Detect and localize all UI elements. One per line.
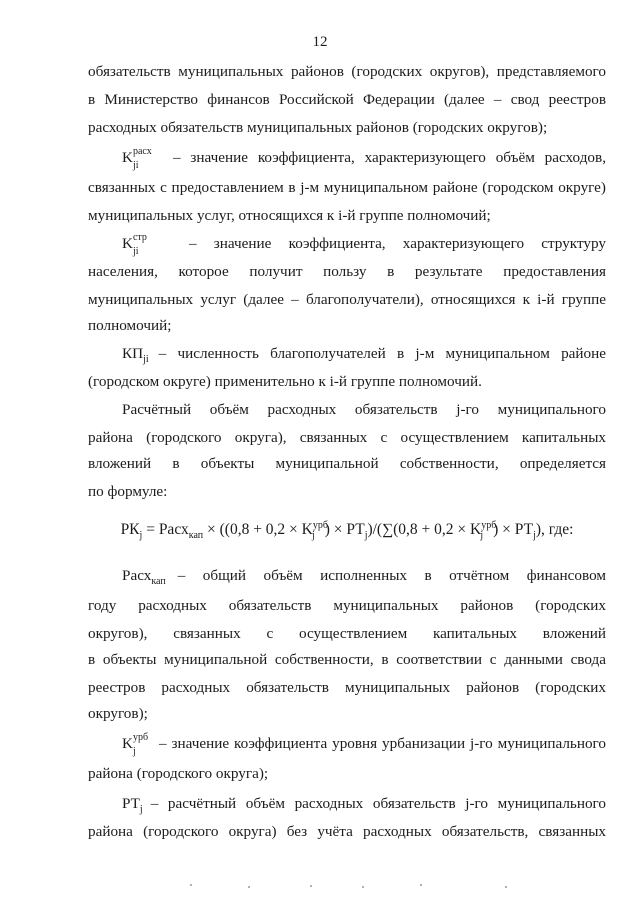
text-line: по формуле: [88, 483, 168, 500]
definition-kp [122, 344, 606, 364]
text-line: обязательств муниципальных районов (городских округов), представляемого [88, 63, 606, 80]
definition-k-rasx [122, 146, 606, 171]
text-line: района (городского округа); [88, 765, 269, 782]
text-line: (городском округе) применительно к i-й группе полномочий. [88, 373, 482, 390]
text-line: муниципальных услуг, относящихся к i-й группе полномочий; [88, 207, 491, 224]
symbol-k-rasx: K расх ji [122, 146, 152, 171]
text-line: связанных с предоставлением в j-м муниципальном районе (городском округе) [88, 179, 606, 196]
text-line: в Министерство финансов Российской Федерации (далее – свод реестров [88, 91, 606, 108]
text-line: округов); [88, 705, 148, 722]
text-line: полномочий; [88, 317, 172, 334]
symbol-k-str: K стр ji [122, 232, 147, 257]
text-line: году расходных обязательств муниципальных районов (городских [88, 597, 606, 614]
scan-speck [310, 885, 312, 887]
text-line: – значение коэффициента, характеризующего объём расходов, [172, 149, 606, 166]
text-line: в объекты муниципальной собственности, в соответствии с данными свода [88, 651, 606, 668]
scan-speck [505, 886, 507, 888]
definition-rasx-kap [122, 566, 606, 586]
symbol-k-urb: K урб j [122, 732, 149, 757]
symbol-pt: $РТ_j$ [122, 795, 143, 816]
definition-k-str [122, 232, 606, 257]
text-line: муниципальных услуг (далее – благополучатели), относящихся к i-й группе [88, 291, 606, 308]
text-line: населения, которое получит пользу в результате предоставления [88, 263, 606, 280]
page-number: 12 [312, 34, 328, 50]
text-line: – общий объём исполненных в отчётном финансовом [177, 567, 606, 584]
scan-speck [362, 886, 364, 888]
formula: $РК_j$ = Расх$_{кап}$ × (($0,8 + 0,2 \times K^{урб}_j$ ) × $РТ_j)/(\sum(0,8 + 0,2 \times K^{урб}_j$ ) × $РТ_j$), где: [120, 519, 574, 542]
symbol-kp: $КП_{ji}$ [122, 345, 149, 366]
text-line: района (городского округа), связанных с осуществлением капитальных [88, 429, 606, 446]
definition-pt [122, 794, 606, 814]
scan-speck [420, 884, 422, 886]
scan-speck [248, 886, 250, 888]
text-line: Расчётный объём расходных обязательств j-го муниципального [122, 401, 606, 418]
text-line: расходных обязательств муниципальных районов (городских округов); [88, 119, 548, 136]
text-line: округов), связанных с осуществлением капитальных вложений [88, 625, 606, 642]
definition-k-urb [122, 732, 606, 757]
symbol-rasx-kap: Расх$_{кап}$ [122, 567, 166, 588]
text-line: – значение коэффициента уровня урбанизации j-го муниципального [158, 735, 606, 752]
text-line: вложений в объекты муниципальной собственности, определяется [88, 455, 606, 472]
text-line: реестров расходных обязательств муниципальных районов (городских [88, 679, 606, 696]
scan-speck [190, 884, 192, 886]
text-line: района (городского округа) без учёта расходных обязательств, связанных [88, 823, 606, 840]
text-line: – расчётный объём расходных обязательств j-го муниципального [150, 795, 606, 812]
text-line: – значение коэффициента, характеризующего структуру [188, 235, 606, 252]
text-line: – численность благополучателей в j-м муниципальном районе [158, 345, 606, 362]
